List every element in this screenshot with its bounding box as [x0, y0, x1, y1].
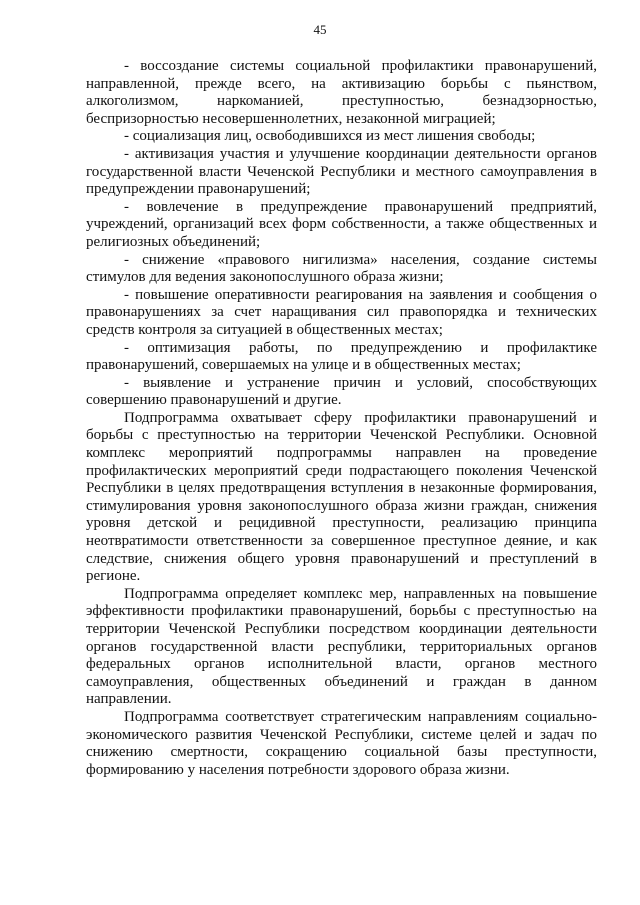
list-item-causes-elimination: - выявление и устранение причин и условий, способствующих совершению правонарушений и другие. [86, 374, 597, 409]
list-item-socialization: - социализация лиц, освободившихся из мест лишения свободы; [124, 128, 536, 145]
list-item-coordination: - активизация участия и улучшение координации деятельности органов государственной власти Чеченской Республики и местного самоуправления в предупреждении правонарушений; [86, 145, 597, 198]
paragraph-measures: Подпрограмма определяет комплекс мер, направленных на повышение эффективности профилактики правонарушений, борьбы с преступностью на территории Чеченской Республики посредством координации деятельности органов государственной власти республики, территориальных органов федеральных органов исполнительной власти, органов местного самоуправления, общественных объединений и граждан в данном направлении. [86, 585, 597, 708]
list-item-street-crime-prevention: - оптимизация работы, по предупреждению и профилактике правонарушений, совершаемых на улице и в общественных местах; [86, 339, 597, 374]
list-item-organizations-involvement: - вовлечение в предупреждение правонарушений предприятий, учреждений, организаций всех форм собственности, а также общественных и религиозных объединений; [86, 198, 597, 250]
paragraph-scope: Подпрограмма охватывает сферу профилактики правонарушений и борьбы с преступностью на территории Чеченской Республики. Основной комплекс мероприятий подпрограммы направлен на проведение профилактических мероприятий среди подрастающего поколения Чеченской Республики в целях предотвращения вступления в незаконные формирования, стимулирования уровня законопослушного образа жизни граждан, снижения уровня детской и рецидивной преступности, реализацию принципа неотвратимости ответственности за совершенное преступное деяние, и как следствие, снижения общего уровня правонарушений и преступлений в регионе. [86, 409, 597, 585]
page-number: 45 [313, 22, 327, 37]
paragraph-strategy: Подпрограмма соответствует стратегическим направлениям социально-экономического развития Чеченской Республики, системе целей и задач по снижению смертности, сокращению социальной базы преступности, формированию у населения потребности здорового образа жизни. [86, 708, 597, 778]
list-item-response-efficiency: - повышение оперативности реагирования на заявления и сообщения о правонарушениях за счет наращивания сил правопорядка и технических средств контроля за ситуацией в общественных местах; [86, 286, 597, 338]
document-body [86, 58, 597, 779]
list-item-crime-prevention-system: - воссоздание системы социальной профилактики правонарушений, направленной, прежде всего, на активизацию борьбы с пьянством, алкоголизмом, наркоманией, преступностью, безнадзорностью, беспризорностью несовершеннолетних, незаконной миграцией; [86, 58, 597, 127]
list-item-legal-nihilism: - снижение «правового нигилизма» населения, создание системы стимулов для ведения законопослушного образа жизни; [86, 251, 597, 286]
